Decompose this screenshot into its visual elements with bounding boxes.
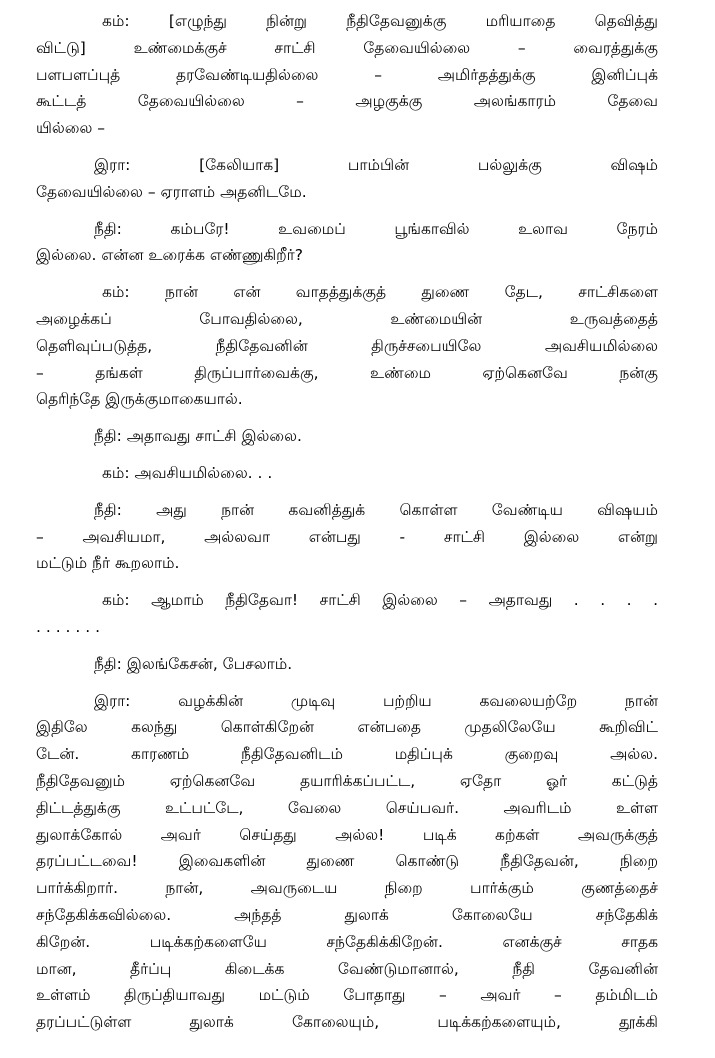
text-line: கிறேன். படிக்கற்களையே சந்தேகிக்கிறேன். எனக்குச் சாதக [36,932,658,951]
text-line: நீதி: கம்பரே! உவமைப் பூங்காவில் உலாவ நேரம் [94,219,658,238]
text-line: திட்டத்துக்கு உட்பட்டே, வேலை செய்பவர். அவரிடம் உள்ள [36,798,658,817]
text-line: கம்: அவசியமில்லை. . . [102,463,273,482]
text-line: பளபளப்புத் தரவேண்டியதில்லை – அமிர்தத்துக்கு இனிப்புக் [36,65,658,84]
text-line: இரா: வழக்கின் முடிவு பற்றிய கவலையற்றே நான் [94,691,658,710]
text-line: கம்: ஆமாம் நீதிதேவா! சாட்சி இல்லை – அதாவது . . . . [102,591,658,610]
document-page [36,8,658,1036]
text-line: துலாக்கோல் அவர் செய்தது அல்ல! படிக் கற்கள் அவருக்குத் [36,825,658,844]
text-line: உள்ளம் திருப்தியாவது மட்டும் போதாது – அவர் – தம்மிடம் [36,986,658,1005]
paragraph-ravana-2 [36,688,658,1036]
paragraph-judge-1 [36,216,658,270]
text-line: நீதி: அதாவது சாட்சி இல்லை. [94,427,302,446]
text-line: தெரிந்தே இருக்குமாகையால். [36,390,243,409]
text-line: இதிலே கலந்து கொள்கிறேன் என்பதை முதலிலேயே கூறிவிட் [36,718,658,737]
text-line: – அவசியமா, அல்லவா என்பது - சாட்சி இல்லை என்று [36,527,658,546]
text-line: தெளிவுப்படுத்த, நீதிதேவனின் திருச்சபையிலே அவசியமில்லை [36,336,658,355]
text-line: கூட்டத் தேவையில்லை – அழகுக்கு அலங்காரம் தேவை [36,92,658,111]
paragraph-ravana-1 [36,152,658,206]
text-line: நீதிதேவனும் ஏற்கெனவே தயாரிக்கப்பட்ட, ஏதோ ஓர் கட்டுத் [36,771,658,790]
text-line: நீதி: அது நான் கவனித்துக் கொள்ள வேண்டிய விஷயம் [94,500,658,519]
text-line: தரப்பட்டவை! இவைகளின் துணை கொண்டு நீதிதேவன், நிறை [36,852,658,871]
paragraph-kambar-3 [36,460,658,487]
text-line: தேவையில்லை – ஏராளம் அதனிடமே. [36,182,307,201]
paragraph-judge-4 [36,651,658,678]
text-line: – தங்கள் திருப்பார்வைக்கு, உண்மை ஏற்கெனவே நன்கு [36,363,658,382]
text-line: இல்லை. என்ன உரைக்க எண்ணுகிறீர்? [36,246,304,265]
text-line: தரப்பட்டுள்ள துலாக் கோலையும், படிக்கற்களையும், தூக்கி [36,1013,658,1032]
text-line: சந்தேகிக்கவில்லை. அந்தத் துலாக் கோலையே சந்தேகிக் [36,905,658,924]
paragraph-kambar-1 [36,8,658,142]
text-line: மட்டும் நீர் கூறலாம். [36,554,180,573]
text-line: பார்க்கிறார். நான், அவருடைய நிறை பார்க்கும் குணத்தைச் [36,879,658,898]
paragraph-kambar-4 [36,587,658,641]
text-line: டேன். காரணம் நீதிதேவனிடம் மதிப்புக் குறைவு அல்ல. [36,745,658,764]
paragraph-judge-2 [36,423,658,450]
text-line: யில்லை – [36,119,105,138]
text-line: மான, தீர்ப்பு கிடைக்க வேண்டுமானால், நீதி தேவனின் [36,959,658,978]
text-line: கம்: நான் என் வாதத்துக்குத் துணை தேட, சாட்சிகளை [102,283,658,302]
text-line: அழைக்கப் போவதில்லை, உண்மையின் உருவத்தைத் [36,309,658,328]
text-line: இரா: [கேலியாக] பாம்பின் பல்லுக்கு விஷம் [94,155,658,174]
text-line: நீதி: இலங்கேசன், பேசலாம். [94,654,293,673]
paragraph-kambar-2 [36,279,658,413]
paragraph-judge-3 [36,497,658,577]
text-line: கம்: [எழுந்து நின்று நீதிதேவனுக்கு மரியாதை தெவித்து [102,12,658,30]
text-line: விட்டு] உண்மைக்குச் சாட்சி தேவையில்லை – வைரத்துக்கு [36,38,658,57]
text-line: . . . . . . . [36,617,101,636]
